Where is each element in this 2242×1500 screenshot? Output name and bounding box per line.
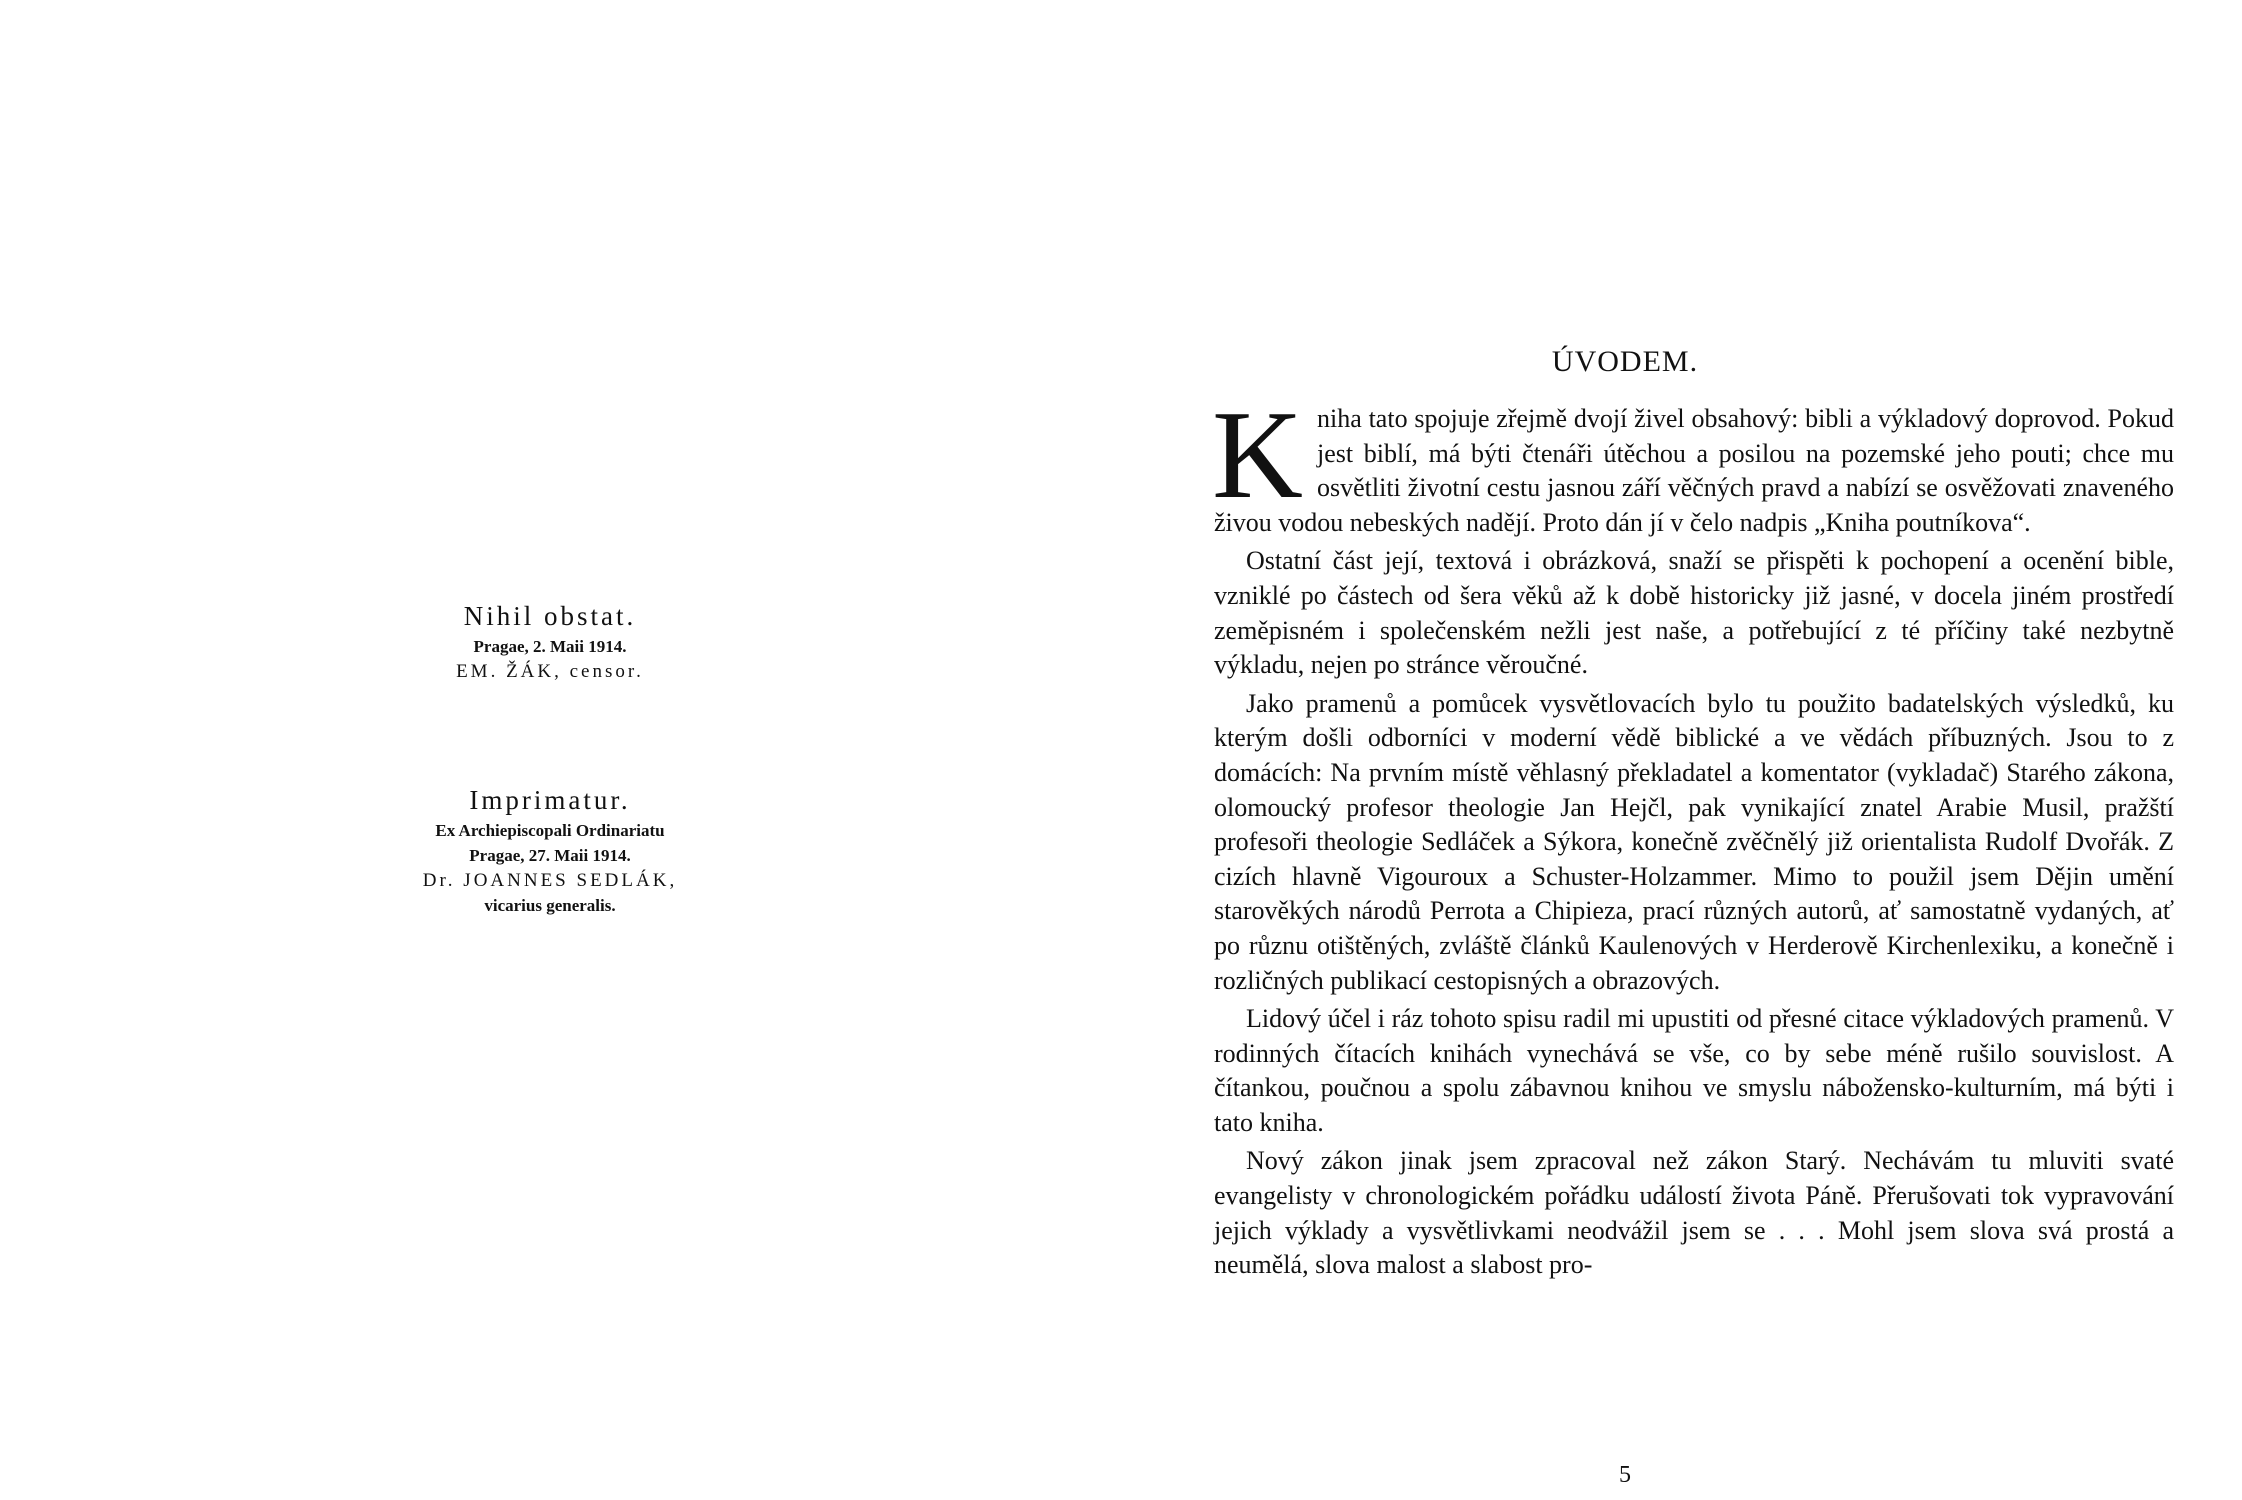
foreword-text	[1212, 386, 2174, 1287]
paragraph-1	[1212, 386, 2174, 540]
paragraph-3: Jako pramenů a pomůcek vysvětlovacích bylo tu použito badatelských výsledků, ku kterým došli odborníci v moderní vědě biblické a ve vědách příbuzných. Jsou to z domácích: Na prvním místě věhlasný překladatel a komentator (vykladač) Starého zákona, olomoucký profesor theologie Jan Hejčl, pak vynikající znatel Arabie Musil, pražští profesoři theologie Sedláček a Sýkora, konečně zvěčnělý již orientalista Rudolf Dvořák. Z cizích hlavně Vigouroux a Schuster-Holzammer. Mimo to použil jsem Dějin umění starověkých národů Perrota a Chipieza, prací různých autorů, ať samostatně vydaných, ať po různu otištěných, zvláště článků Kaulenových v Herderově Kirchenlexiku, a konečně i rozličných publikací cestopisných a obrazových.	[1214, 688, 2174, 995]
nihil-obstat-censor: EM. ŽÁK, censor.	[456, 661, 644, 682]
paragraph-1-text: niha tato spojuje zřejmě dvojí živel obsahový: bibli a výkladový doprovod. Pokud jest biblí, má býti čtenáři útěchou a posilou na pozemské jeho pouti; chce mu osvětliti životní cestu jasnou září věčných pravd a nabízí se osvěžovati znaveného živou vodou nebeských nadějí. Proto dán jí v čelo nadpis „Kniha poutníkova“.	[1214, 404, 2174, 537]
imprimatur-office: Ex Archiepiscopali Ordinariatu	[435, 821, 665, 840]
paragraph-2: Ostatní část její, textová i obrázková, snaží se přispěti k pochopení a ocenění bible, vzniklé po částech od šera věků až k době historicky již jasné, v docela jiném prostředí zeměpisném i společenském nežli jest naše, a potřebující z té příčiny také nezbytně výkladu, nejen po stránce věroučné.	[1214, 546, 2174, 680]
nihil-obstat-block	[340, 598, 760, 684]
imprimatur-heading: Imprimatur.	[469, 785, 631, 815]
paragraph-5: Nový zákon jinak jsem zpracoval než zákon Starý. Nechávám tu mluviti svaté evangelisty v chronologickém pořádku událostí života Páně. Přerušovati tok vypravování jejich výklady a vysvětlivkami neodvážil jsem se . . . Mohl jsem slova svá prostá a neumělá, slova malost a slabost pro-	[1214, 1146, 2174, 1280]
imprimatur-signatory: Dr. JOANNES SEDLÁK,	[422, 870, 678, 891]
right-page	[1121, 0, 2242, 1500]
imprimatur-role: vicarius generalis.	[484, 896, 616, 915]
page-number: 5	[1619, 1462, 1631, 1488]
chapter-title: ÚVODEM.	[1551, 345, 1699, 378]
nihil-obstat-place-date: Pragae, 2. Maii 1914.	[473, 637, 627, 656]
drop-cap: K	[1212, 386, 1303, 525]
nihil-obstat-heading: Nihil obstat.	[463, 601, 637, 631]
paragraph-4: Lidový účel i ráz tohoto spisu radil mi upustiti od přesné citace výkladových pramenů. V rodinných čítacích knihách vynechává se vše, co by sebe méně rušilo souvislost. A čítankou, poučnou a spolu zábavnou knihou ve smyslu nábožensko-kulturním, má býti i tato kniha.	[1214, 1004, 2174, 1137]
imprimatur-place-date: Pragae, 27. Maii 1914.	[469, 846, 631, 865]
imprimatur-block	[340, 782, 760, 918]
